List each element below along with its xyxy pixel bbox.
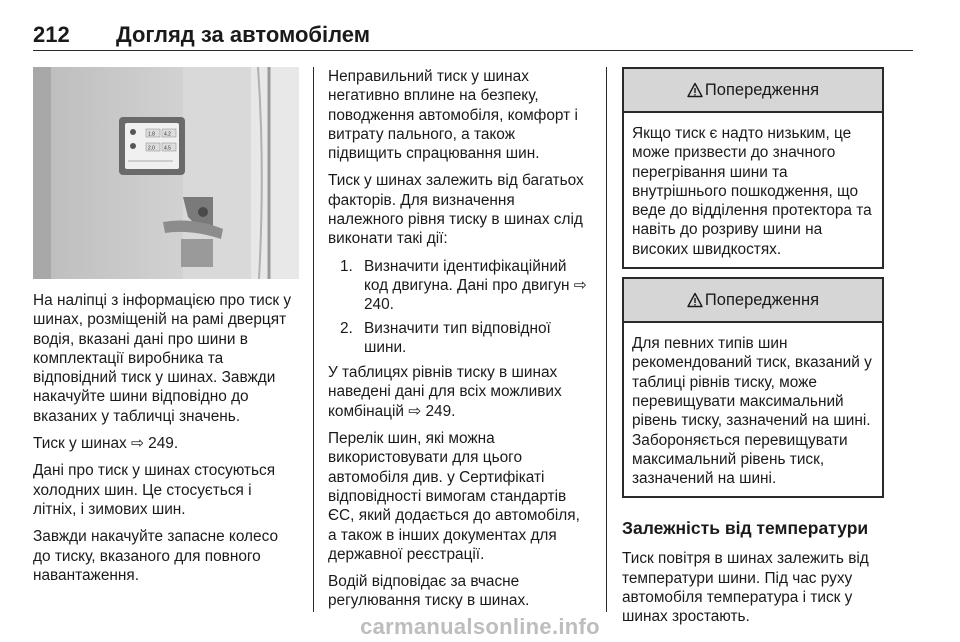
driver-responsibility-paragraph: Водій відповідає за вчасне регулювання тиску в шинах. — [328, 573, 530, 610]
column-divider-1 — [313, 67, 314, 612]
steps-list — [328, 257, 592, 357]
pressure-reference: Тиск у шинах ⇨ 249. — [33, 435, 179, 453]
page-number: 212 — [33, 22, 70, 47]
page-title: Догляд за автомобілем — [116, 22, 371, 47]
list-item-text: Визначити тип відповідної шини. — [364, 319, 551, 356]
section-heading: Залежність від температури — [622, 518, 869, 539]
label-value-3: 2.0 — [148, 145, 155, 152]
list-item — [328, 257, 592, 315]
column-divider-2 — [606, 67, 607, 612]
pressure-factors-paragraph: Тиск у шинах залежить від багатьох факторів. Для визначення належного рівня тиску в шинах слід виконати такі дії: — [328, 172, 584, 248]
warning-title: Попередження — [704, 80, 820, 99]
warning-box — [622, 67, 884, 269]
label-value-1: 1.8 — [148, 131, 155, 138]
figure-caption: На наліпці з інформацією про тиск у шинах, розміщеній на рамі дверцят водія, вказані дані про шини в комплектації виробника та відповідний тиск у шинах. Завжди накачуйте шини відповідно до вказаних у табличці значень. — [33, 292, 292, 425]
warning-header — [624, 69, 882, 113]
watermark: carmanualsonline.info — [360, 614, 600, 639]
warning-text: Якщо тиск є надто низьким, це може призвести до значного перегрівання шини та внутрішнього пошкодження, що веде до відділення протектора та навіть до розриву шини на високих швидкостях. — [632, 125, 872, 258]
page-header — [33, 8, 913, 48]
cold-tyres-note: Дані про тиск у шинах стосуються холодних шин. Це стосується і літніх, і зимових шин. — [33, 462, 276, 518]
pressure-effects-paragraph: Неправильний тиск у шинах негативно вплине на безпеку, поводження автомобіля, комфорт і витрату пального, а також підвищить спрацювання шин. — [328, 68, 578, 163]
warning-header — [624, 279, 882, 323]
temperature-paragraph: Тиск повітря в шинах залежить від температури шини. Під час руху автомобіля температура і тиск у шинах зростають. — [622, 550, 869, 626]
tables-reference-paragraph: У таблицях рівнів тиску в шинах наведені дані для всіх можливих комбінацій ⇨ 249. — [328, 364, 562, 420]
warning-triangle-icon — [687, 82, 703, 98]
right-column — [622, 67, 884, 635]
spare-wheel-note: Завжди накачуйте запасне колесо до тиску, вказаного для повного навантаження. — [33, 528, 279, 584]
list-item-number: 2. — [340, 319, 353, 337]
door-frame-illustration — [33, 67, 299, 279]
warning-text: Для певних типів шин рекомендований тиск, вказаний у таблиці рівнів тиску, може перевищувати максимальний рівень тиску, зазначений на шині. Забороняється перевищувати максимальний рівень тиск, зазначений на шині. — [632, 335, 872, 488]
warning-title: Попередження — [704, 290, 820, 309]
label-value-2: 4.2 — [164, 131, 171, 138]
label-value-4: 4.5 — [164, 145, 171, 152]
middle-column — [328, 67, 592, 619]
warning-box — [622, 277, 884, 498]
warning-triangle-icon — [687, 292, 703, 308]
header-rule — [33, 50, 913, 51]
tyre-list-paragraph: Перелік шин, які можна використовувати для цього автомобіля див. у Сертифікаті відповідності вимогам стандартів ЄС, який додається до автомобіля, а також в інших документах для державної реєстрації. — [328, 430, 580, 563]
list-item-text: Визначити ідентифікаційний код двигуна. Дані про двигун ⇨ 240. — [364, 257, 587, 314]
list-item — [328, 319, 592, 358]
left-column — [33, 67, 299, 593]
list-item-number: 1. — [340, 257, 353, 275]
door-frame-photo — [33, 67, 299, 279]
